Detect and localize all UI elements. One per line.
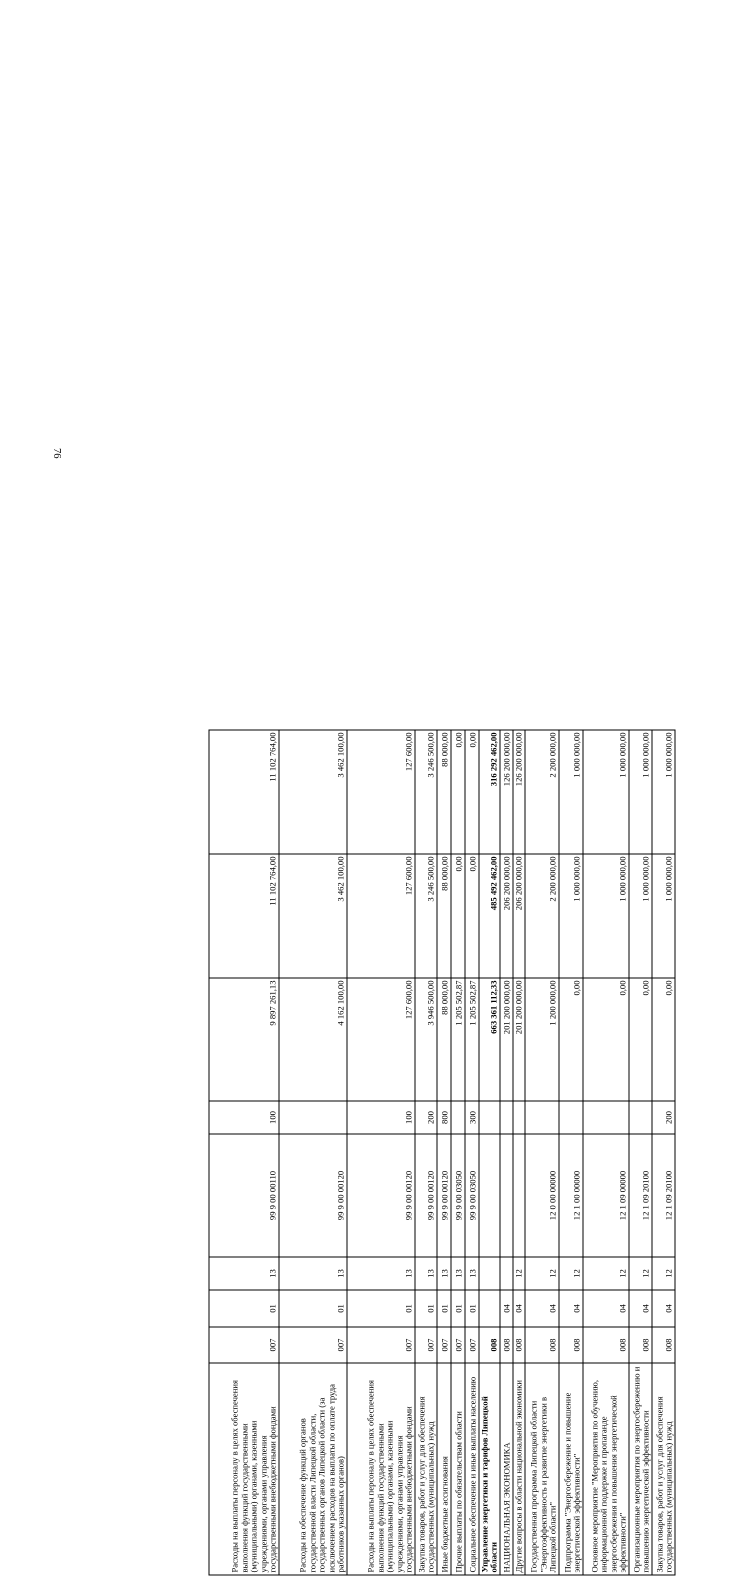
amount-year-3: 2 200 000,00 — [525, 730, 559, 854]
section-code: 04 — [559, 1290, 583, 1327]
amount-year-1: 4 162 100,00 — [279, 978, 347, 1101]
table-row — [652, 730, 675, 1575]
amount-year-3: 316 292 462,00 — [479, 730, 500, 854]
subsection-code: 13 — [451, 1257, 465, 1290]
budget-table-body — [209, 730, 675, 1575]
expense-type-code — [525, 1101, 559, 1134]
amount-year-3: 11 102 764,00 — [209, 730, 279, 854]
row-name: Государственная программа Липецкой области "Энергоэффективность и развитие энергетики в Липецкой области" — [525, 1363, 559, 1575]
amount-year-3: 127 600,00 — [347, 730, 415, 854]
expense-type-code — [451, 1101, 465, 1134]
amount-year-1: 0,00 — [629, 978, 652, 1101]
subsection-code: 12 — [583, 1257, 629, 1290]
row-name: Организационные мероприятия по энергосбережению и повышению энергетической эффективности — [629, 1363, 652, 1575]
table-row — [500, 730, 513, 1575]
amount-year-1: 1 205 502,87 — [451, 978, 465, 1101]
table-row — [513, 730, 525, 1575]
section-code: 04 — [583, 1290, 629, 1327]
table-row — [437, 730, 451, 1575]
expense-type-code: 200 — [415, 1101, 437, 1134]
section-code — [479, 1290, 500, 1327]
target-article-code: 12 1 09 00000 — [583, 1134, 629, 1257]
amount-year-1: 663 361 112,33 — [479, 978, 500, 1101]
expense-type-code — [583, 1101, 629, 1134]
subsection-code: 12 — [652, 1257, 675, 1290]
expense-type-code — [559, 1101, 583, 1134]
subsection-code: 13 — [465, 1257, 479, 1290]
row-name: Закупка товаров, работ и услуг для обеспечения государственных (муниципальных) нужд — [415, 1363, 437, 1575]
amount-year-2: 1 000 000,00 — [583, 854, 629, 978]
section-code: 01 — [437, 1290, 451, 1327]
amount-year-1: 0,00 — [652, 978, 675, 1101]
target-article-code: 12 1 00 00000 — [559, 1134, 583, 1257]
row-name: Иные бюджетные ассигнования — [437, 1363, 451, 1575]
grbs-code: 007 — [209, 1327, 279, 1363]
amount-year-1: 201 200 000,00 — [500, 978, 513, 1101]
section-code: 01 — [209, 1290, 279, 1327]
amount-year-2: 88 000,00 — [437, 854, 451, 978]
row-name: Расходы на выплаты персоналу в целях обеспечения выполнения функций государственными (муниципальными) органами, казенными учреждениями, органами управления государственными внебюджетными фондами — [347, 1363, 415, 1575]
subsection-code: 12 — [513, 1257, 525, 1290]
amount-year-1: 0,00 — [583, 978, 629, 1101]
table-row — [347, 730, 415, 1575]
target-article-code: 99 9 00 03050 — [451, 1134, 465, 1257]
target-article-code: 99 9 00 00110 — [209, 1134, 279, 1257]
grbs-code: 007 — [451, 1327, 465, 1363]
amount-year-3: 3 246 500,00 — [415, 730, 437, 854]
expense-type-code — [629, 1101, 652, 1134]
grbs-code: 008 — [525, 1327, 559, 1363]
grbs-code: 007 — [415, 1327, 437, 1363]
grbs-code: 008 — [500, 1327, 513, 1363]
target-article-code — [513, 1134, 525, 1257]
section-code: 04 — [513, 1290, 525, 1327]
row-name: Управление энергетики и тарифов Липецкой области — [479, 1363, 500, 1575]
amount-year-1: 1 200 000,00 — [525, 978, 559, 1101]
row-name: Социальное обеспечение и иные выплаты населению — [465, 1363, 479, 1575]
target-article-code: 99 9 00 03050 — [465, 1134, 479, 1257]
grbs-code: 007 — [347, 1327, 415, 1363]
grbs-code: 008 — [629, 1327, 652, 1363]
expense-type-code — [513, 1101, 525, 1134]
amount-year-2: 3 246 500,00 — [415, 854, 437, 978]
amount-year-1: 1 205 502,87 — [465, 978, 479, 1101]
grbs-code: 007 — [465, 1327, 479, 1363]
amount-year-2: 206 200 000,00 — [513, 854, 525, 978]
table-row — [209, 730, 279, 1575]
subsection-code: 12 — [559, 1257, 583, 1290]
grbs-code: 008 — [513, 1327, 525, 1363]
expense-type-code: 300 — [465, 1101, 479, 1134]
subsection-code: 13 — [209, 1257, 279, 1290]
amount-year-3: 1 000 000,00 — [559, 730, 583, 854]
grbs-code: 008 — [559, 1327, 583, 1363]
amount-year-2: 2 200 000,00 — [525, 854, 559, 978]
amount-year-2: 3 462 100,00 — [279, 854, 347, 978]
amount-year-3: 1 000 000,00 — [583, 730, 629, 854]
amount-year-2: 11 102 764,00 — [209, 854, 279, 978]
table-row — [559, 730, 583, 1575]
section-code: 01 — [347, 1290, 415, 1327]
expense-type-code — [479, 1101, 500, 1134]
row-name: Другие вопросы в области национальной экономики — [513, 1363, 525, 1575]
rotated-page-content — [209, 731, 753, 1576]
section-code: 01 — [451, 1290, 465, 1327]
amount-year-2: 0,00 — [465, 854, 479, 978]
subsection-code: 13 — [347, 1257, 415, 1290]
subsection-code: 12 — [629, 1257, 652, 1290]
row-name: НАЦИОНАЛЬНАЯ ЭКОНОМИКА — [500, 1363, 513, 1575]
amount-year-2: 1 000 000,00 — [559, 854, 583, 978]
table-row — [279, 730, 347, 1575]
row-name: Подпрограмма "Энергосбережение и повышение энергетической эффективности" — [559, 1363, 583, 1575]
amount-year-1: 0,00 — [559, 978, 583, 1101]
amount-year-3: 1 000 000,00 — [629, 730, 652, 854]
subsection-code: 13 — [279, 1257, 347, 1290]
expense-type-code: 100 — [209, 1101, 279, 1134]
grbs-code: 007 — [279, 1327, 347, 1363]
target-article-code — [479, 1134, 500, 1257]
row-name: Основное мероприятие "Мероприятия по обучению, информационной поддержке и пропаганде энергосбережения и повышения энергетической эффективности" — [583, 1363, 629, 1575]
expense-type-code: 200 — [652, 1101, 675, 1134]
subsection-code: 13 — [415, 1257, 437, 1290]
subsection-code: 12 — [525, 1257, 559, 1290]
subsection-code — [500, 1257, 513, 1290]
row-name: Закупка товаров, работ и услуг для обеспечения государственных (муниципальных) нужд — [652, 1363, 675, 1575]
page-number: 76 — [51, 448, 62, 459]
amount-year-1: 201 200 000,00 — [513, 978, 525, 1101]
amount-year-1: 127 600,00 — [347, 978, 415, 1101]
table-row — [629, 730, 652, 1575]
section-code: 01 — [279, 1290, 347, 1327]
amount-year-3: 126 200 000,00 — [500, 730, 513, 854]
amount-year-2: 0,00 — [451, 854, 465, 978]
budget-table — [209, 730, 676, 1576]
table-row — [465, 730, 479, 1575]
amount-year-3: 126 200 000,00 — [513, 730, 525, 854]
subsection-code — [479, 1257, 500, 1290]
table-row — [451, 730, 465, 1575]
grbs-code: 008 — [652, 1327, 675, 1363]
amount-year-2: 127 600,00 — [347, 854, 415, 978]
row-name: Расходы на обеспечение функций органов государственной власти Липецкой области, государственных органов Липецкой области (за исключением расходов на выплаты по оплате труда работников указанных органов) — [279, 1363, 347, 1575]
row-name: Прочие выплаты по обязательствам области — [451, 1363, 465, 1575]
table-row — [525, 730, 559, 1575]
section-code: 04 — [525, 1290, 559, 1327]
amount-year-2: 485 492 462,00 — [479, 854, 500, 978]
expense-type-code: 100 — [347, 1101, 415, 1134]
amount-year-3: 0,00 — [465, 730, 479, 854]
subsection-code: 13 — [437, 1257, 451, 1290]
expense-type-code: 800 — [437, 1101, 451, 1134]
amount-year-3: 3 462 100,00 — [279, 730, 347, 854]
section-code: 04 — [500, 1290, 513, 1327]
target-article-code: 12 1 09 20100 — [652, 1134, 675, 1257]
table-row — [415, 730, 437, 1575]
expense-type-code — [500, 1101, 513, 1134]
row-name: Расходы на выплаты персоналу в целях обеспечения выполнения функций государственными (муниципальными) органами, казенными учреждениями, органами управления государственными внебюджетными фондами — [209, 1363, 279, 1575]
table-row — [479, 730, 500, 1575]
target-article-code: 12 1 09 20100 — [629, 1134, 652, 1257]
target-article-code — [500, 1134, 513, 1257]
section-code: 01 — [465, 1290, 479, 1327]
amount-year-2: 206 200 000,00 — [500, 854, 513, 978]
table-row — [583, 730, 629, 1575]
target-article-code: 99 9 00 00120 — [347, 1134, 415, 1257]
target-article-code: 99 9 00 00120 — [437, 1134, 451, 1257]
amount-year-3: 1 000 000,00 — [652, 730, 675, 854]
grbs-code: 008 — [583, 1327, 629, 1363]
grbs-code: 007 — [437, 1327, 451, 1363]
section-code: 04 — [652, 1290, 675, 1327]
amount-year-2: 1 000 000,00 — [652, 854, 675, 978]
grbs-code: 008 — [479, 1327, 500, 1363]
amount-year-3: 88 000,00 — [437, 730, 451, 854]
amount-year-2: 1 000 000,00 — [629, 854, 652, 978]
amount-year-1: 88 000,00 — [437, 978, 451, 1101]
target-article-code: 99 9 00 00120 — [415, 1134, 437, 1257]
section-code: 04 — [629, 1290, 652, 1327]
target-article-code: 12 0 00 00000 — [525, 1134, 559, 1257]
amount-year-1: 3 946 500,00 — [415, 978, 437, 1101]
section-code: 01 — [415, 1290, 437, 1327]
amount-year-3: 0,00 — [451, 730, 465, 854]
expense-type-code — [279, 1101, 347, 1134]
amount-year-1: 9 897 261,13 — [209, 978, 279, 1101]
target-article-code: 99 9 00 00120 — [279, 1134, 347, 1257]
